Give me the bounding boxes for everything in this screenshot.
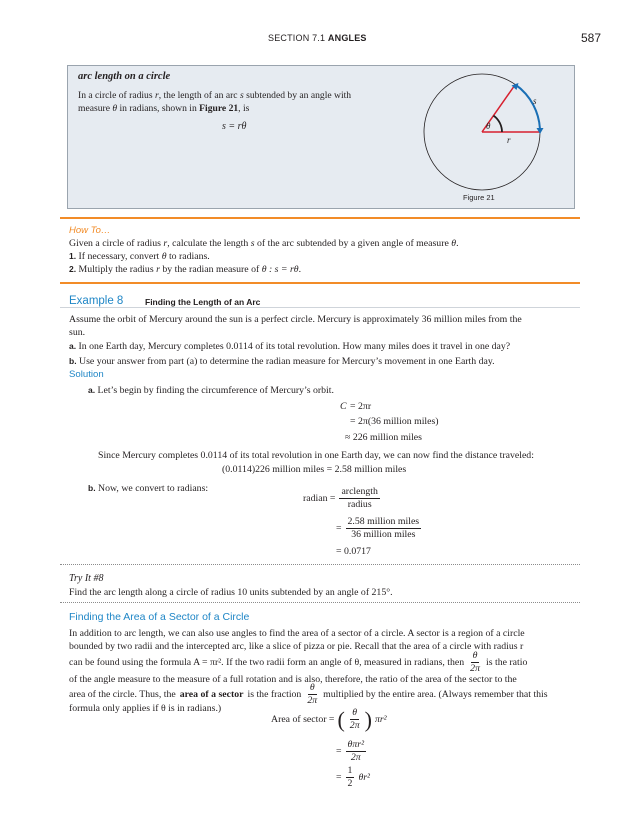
page-number: 587 (581, 31, 602, 45)
figure-21-diagram (420, 70, 560, 192)
sector-line-3: can be found using the formula A = πr². If the two radii form an angle of θ, measured in radians, then $\frac{\theta}{2\pi}$ is the ratio (69, 650, 528, 674)
solution-label: Solution (69, 369, 104, 380)
label-theta: θ (486, 121, 491, 131)
eq-circumference-lhs: C (340, 401, 347, 412)
label-s: s (533, 96, 537, 106)
radian-result: = 0.0717 (336, 546, 371, 557)
distance-equation: (0.0114)226 million miles = 2.58 million miles (222, 464, 407, 475)
section-label: SECTION 7.1 (268, 33, 326, 43)
example-intro: Assume the orbit of Mercury around the sun is a perfect circle. Mercury is approximately 36 million miles from the sun. (69, 314, 522, 338)
eq-circumference-2: = 2π(36 million miles) (350, 416, 439, 427)
example-label: Example 8 (69, 295, 124, 307)
section-title: ANGLES (327, 33, 367, 43)
try-it-top-rule (60, 564, 580, 565)
sector-line-2: bounded by two radii and the intercepted arc, like a slice of pizza or pie. Recall that the area of a circle with radius r (69, 641, 524, 652)
sector-heading: Finding the Area of a Sector of a Circle (69, 611, 250, 623)
eq-circumference-3: ≈ 226 million miles (345, 432, 422, 443)
sector-line-1: In addition to arc length, we can also use angles to find the area of a sector of a circle. A sector is a region of a circle (69, 628, 525, 639)
angle-arc (494, 116, 503, 132)
sector-line-5: area of the circle. Thus, the area of a sector is the fraction $\frac{\theta}{2\pi}$ multiplied by the entire area. (Always remember that this (69, 682, 548, 706)
label-r: r (507, 135, 511, 145)
question-a: a. In one Earth day, Mercury completes 0.0114 of its total revolution. How many miles does it travel in one day? (69, 341, 511, 352)
figure-caption: Figure 21 (463, 193, 495, 202)
arc-s (515, 85, 540, 133)
arc-length-formula: s = rθ (222, 121, 247, 132)
sector-line-4: of the angle measure to the measure of a full rotation and is also, therefore, the ratio of the area of the sector to the (69, 674, 517, 685)
howto-title: How To… (69, 225, 111, 236)
question-b: b. Use your answer from part (a) to determine the radian measure for Mercury’s movement in one Earth day. (69, 356, 495, 367)
howto-intro: Given a circle of radius r, calculate the length s of the arc subtended by a given angle of measure θ. (69, 238, 459, 249)
example-title: Finding the Length of an Arc (145, 297, 261, 307)
try-it-bottom-rule (60, 602, 580, 603)
sector-line-6: formula only applies if θ is in radians.) (69, 703, 222, 714)
eq-circumference-1: = 2πr (350, 401, 372, 412)
radian-eq-1: radian = $\frac{\text{arclength}}{\text{radius}}$ (303, 486, 378, 510)
arc-arrowhead-bottom (537, 128, 544, 134)
since-line: Since Mercury completes 0.0114 of its total revolution in one Earth day, we can now find the distance traveled: (98, 450, 534, 461)
area-eq-2: = $\frac{\text{θπr²}}{2\pi}$ (336, 739, 365, 763)
howto-step-2: 2. Multiply the radius r by the radian measure of θ : s = rθ. (69, 264, 302, 275)
area-eq-1: Area of sector = ( $\frac{\theta}{2\pi}$ ) πr² (271, 706, 387, 732)
howto-step-1: 1. If necessary, convert θ to radians. (69, 251, 210, 262)
try-it-text: Find the arc length along a circle of radius 10 units subtended by an angle of 215°. (69, 587, 393, 598)
area-eq-3: = $\frac{1}{2}$ θr² (336, 765, 370, 789)
try-it-title: Try It #8 (69, 573, 104, 584)
running-header (268, 33, 367, 43)
solution-a: a. Let’s begin by finding the circumference of Mercury’s orbit. (88, 385, 334, 396)
definition-title: arc length on a circle (78, 71, 171, 82)
example-divider (60, 307, 580, 308)
radian-eq-2: = $\frac{\text{2.58 million miles}}{\text{36 million miles}}$ (336, 516, 420, 540)
definition-text: In a circle of radius r, the length of an arc s subtended by an angle with measure θ in radians, shown in Figure 21, is (78, 90, 352, 114)
solution-b: b. Now, we convert to radians: (88, 483, 209, 494)
